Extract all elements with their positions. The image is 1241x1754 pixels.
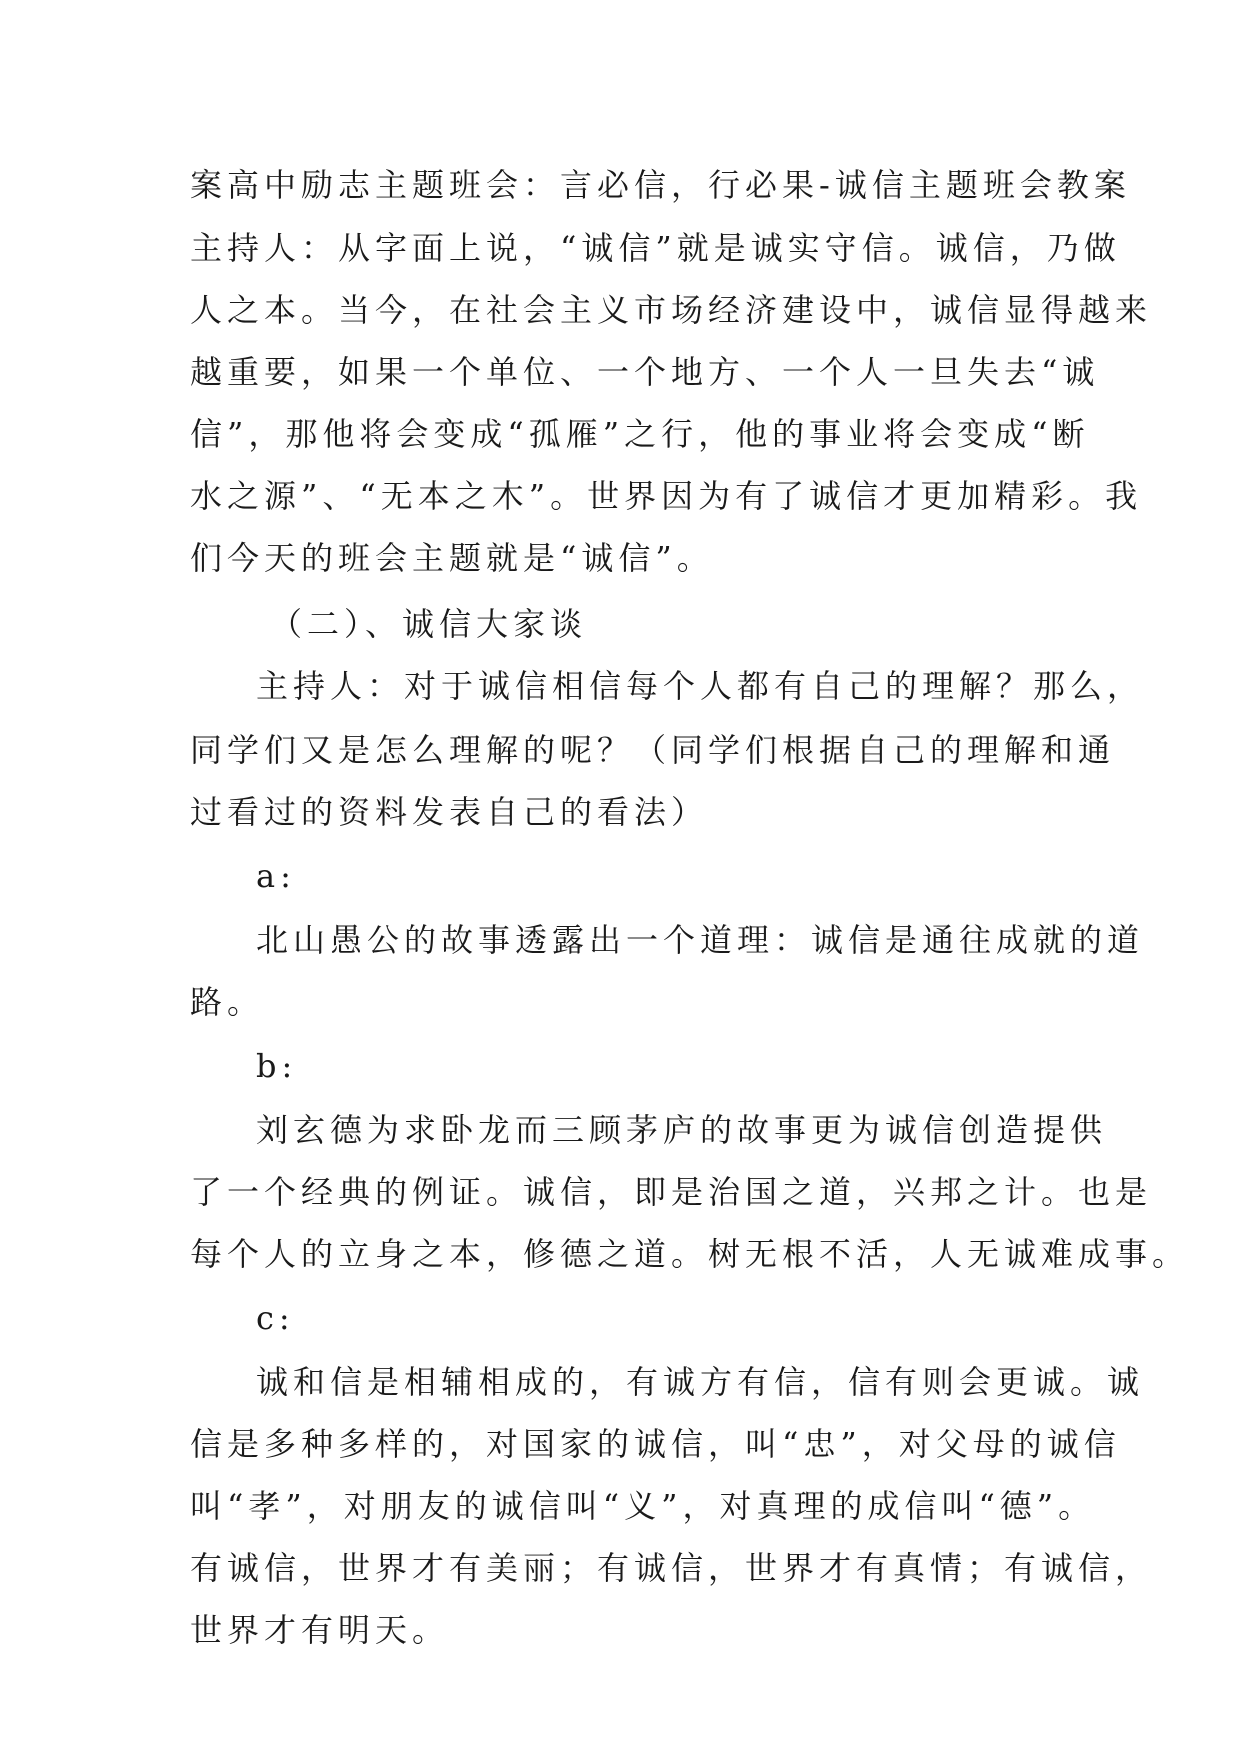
text-line: 有诚信，世界才有美丽；有诚信，世界才有真情；有诚信，	[190, 1549, 1153, 1587]
text-line: 主持人：从字面上说，“诚信”就是诚实守信。诚信，乃做	[190, 229, 1121, 267]
text-line: 世界才有明天。	[190, 1611, 450, 1649]
text-line: 主持人：对于诚信相信每个人都有自己的理解？那么，	[256, 667, 1145, 705]
item-label: c:	[256, 1299, 295, 1337]
item-label: b:	[256, 1047, 298, 1085]
item-label: a:	[256, 857, 296, 895]
text-line: 们今天的班会主题就是“诚信”。	[190, 539, 714, 577]
text-line: 路。	[190, 983, 265, 1021]
text-line: 每个人的立身之本，修德之道。树无根不活，人无诚难成事。	[190, 1235, 1190, 1273]
text-line: 同学们又是怎么理解的呢？（同学们根据自己的理解和通	[190, 731, 1116, 769]
text-line: 信是多种多样的，对国家的诚信，叫“忠”，对父母的诚信	[190, 1425, 1121, 1463]
text-line: 案高中励志主题班会：言必信，行必果-诚信主题班会教案	[190, 166, 1131, 204]
text-line: 水之源”、“无本之木”。世界因为有了诚信才更加精彩。我	[190, 477, 1143, 515]
section-heading: （二）、诚信大家谈	[270, 605, 588, 643]
text-line: 越重要，如果一个单位、一个地方、一个人一旦失去“诚	[190, 353, 1100, 391]
text-line: 了一个经典的例证。诚信，即是治国之道，兴邦之计。也是	[190, 1173, 1153, 1211]
text-line: 刘玄德为求卧龙而三顾茅庐的故事更为诚信创造提供	[256, 1111, 1108, 1149]
text-line: 人之本。当今，在社会主义市场经济建设中，诚信显得越来	[190, 291, 1153, 329]
text-line: 诚和信是相辅相成的，有诚方有信，信有则会更诚。诚	[256, 1363, 1145, 1401]
text-line: 过看过的资料发表自己的看法）	[190, 793, 709, 831]
text-line: 叫“孝”，对朋友的诚信叫“义”，对真理的成信叫“德”。	[190, 1487, 1096, 1525]
text-line: 北山愚公的故事透露出一个道理：诚信是通往成就的道	[256, 921, 1145, 959]
text-line: 信”，那他将会变成“孤雁”之行，他的事业将会变成“断	[190, 415, 1090, 453]
